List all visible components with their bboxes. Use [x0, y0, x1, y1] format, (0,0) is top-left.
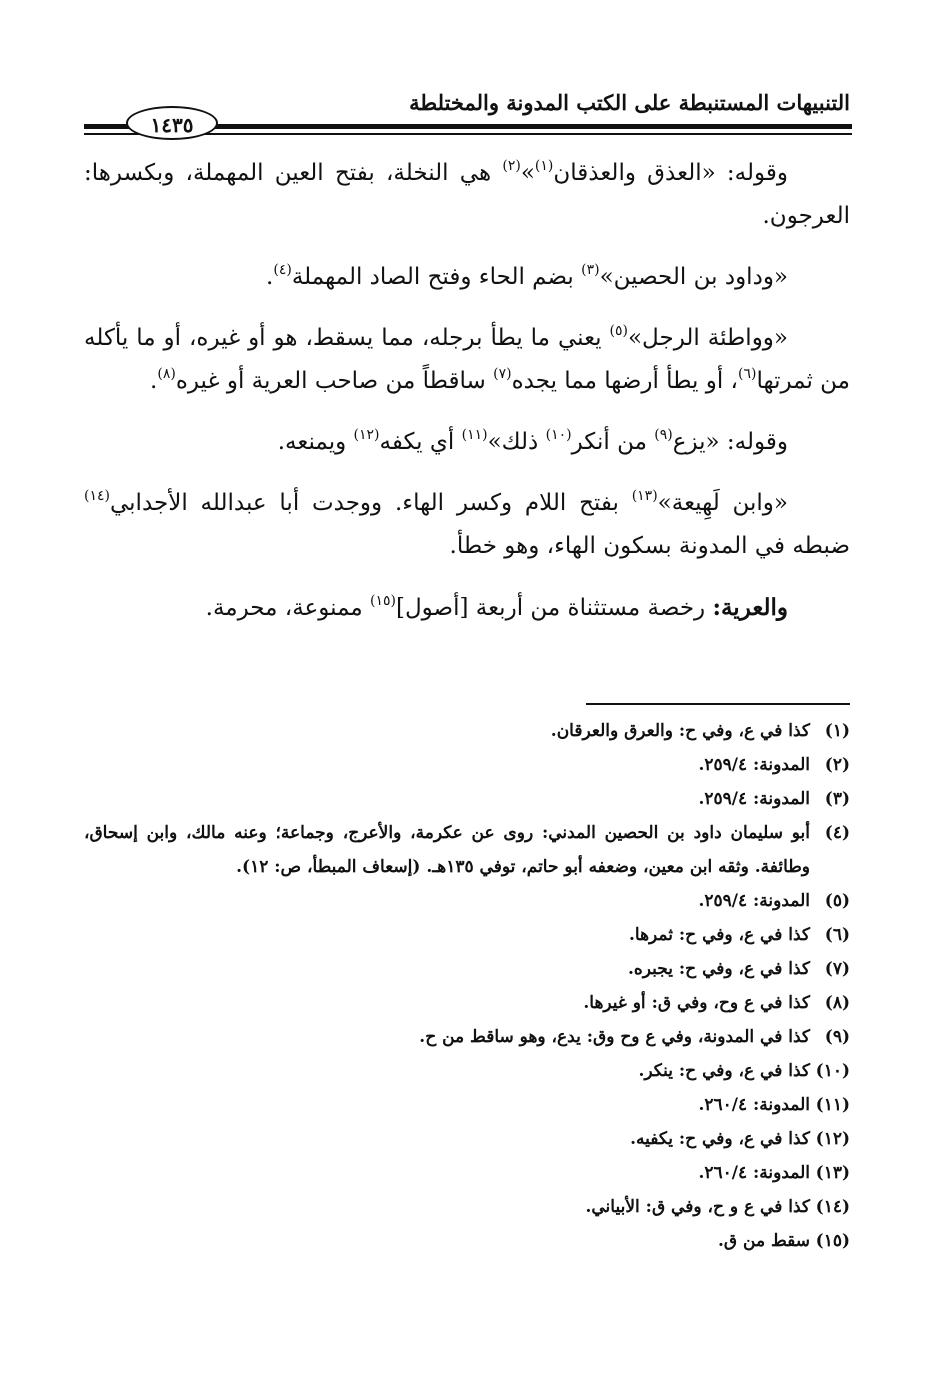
footnote-marker: (٦)	[737, 366, 757, 382]
text-segment: «وواطئة الرجل»	[627, 325, 788, 351]
footnote-number: (١١)	[815, 1095, 850, 1115]
footnote-marker: (٧)	[493, 366, 512, 382]
footnote-number: (٩)	[824, 1027, 850, 1047]
footnote-marker: (٩)	[654, 427, 673, 443]
text-segment: ضبطه في المدونة بسكون الهاء، وهو خطأ.	[449, 533, 850, 559]
page-header	[84, 84, 852, 140]
paragraph	[84, 152, 850, 238]
footnote-item	[84, 986, 850, 1020]
footnote-number: (٤)	[824, 823, 850, 843]
footnote-marker: (٥)	[609, 323, 628, 339]
page-number: ١٤٣٥	[126, 106, 218, 140]
footnote-text: المدونة: ٢٥٩/٤.	[698, 755, 810, 775]
footnote-number: (١٥)	[815, 1231, 850, 1251]
footnote-separator	[586, 703, 850, 705]
footnote-marker: (١٢)	[353, 427, 380, 443]
text-segment: .	[150, 368, 158, 394]
text-segment: يعني ما يطأ برجله، مما يسقط، هو أو غيره، أو ما يأكله من ثمرتها	[84, 325, 850, 394]
footnote-item	[84, 1190, 850, 1224]
footnote-item	[84, 1122, 850, 1156]
footnote-text: كذا في المدونة، وفي ع وح وق: يدع، وهو ساقط من ح.	[419, 1027, 810, 1047]
text-segment: .	[266, 264, 274, 290]
footnote-number: (٦)	[824, 925, 850, 945]
text-segment: «وابن لَهِيعة»	[657, 490, 788, 516]
footnote-number: (٢)	[824, 755, 850, 775]
footnote-number: (٨)	[824, 993, 850, 1013]
footnote-number: (٥)	[824, 891, 850, 911]
footnote-marker: (١٤)	[84, 488, 110, 504]
footnote-text: المدونة: ٢٦٠/٤.	[698, 1095, 810, 1115]
footnote-number: (١٢)	[815, 1129, 850, 1149]
footnote-text: أبو سليمان داود بن الحصين المدني: روى عن عكرمة، والأعرج، وجماعة؛ وعنه مالك، وابن إسحاق، وطائفة. وثقه ابن معين، وضعفه أبو حاتم، توفي ١٣٥هـ. (إسعاف المبطأ، ص: ١٢).	[84, 823, 810, 877]
paragraph	[84, 482, 850, 568]
footnote-text: المدونة: ٢٦٠/٤.	[698, 1163, 810, 1183]
text-segment: ذلك»	[487, 429, 546, 455]
footnote-item	[84, 918, 850, 952]
footnote-item	[84, 1224, 850, 1258]
footnote-item	[84, 1088, 850, 1122]
text-segment: رخصة مستثناة من أربعة [أصول]	[395, 595, 713, 621]
footnote-text: كذا في ع، وفي ح: ثمرها.	[628, 925, 810, 945]
paragraph	[84, 317, 850, 403]
paragraph	[84, 586, 850, 630]
footnote-marker: (٨)	[157, 366, 176, 382]
text-segment: أي يكفه	[379, 429, 462, 455]
footnote-item	[84, 816, 850, 884]
footnote-text: كذا في ع، وفي ح: ينكر.	[638, 1061, 810, 1081]
text-segment: وقوله: «يزع	[672, 429, 788, 455]
footnote-text: سقط من ق.	[718, 1231, 810, 1251]
text-segment: من أنكر	[571, 429, 655, 455]
footnote-item	[84, 782, 850, 816]
paragraph	[84, 256, 850, 299]
footnote-number: (١٣)	[815, 1163, 850, 1183]
footnote-item	[84, 1156, 850, 1190]
footnote-marker: (١٥)	[370, 593, 396, 609]
footnote-marker: (١١)	[461, 427, 488, 443]
footnote-text: كذا في ع وح، وفي ق: أو غيرها.	[583, 993, 810, 1013]
footnote-text: كذا في ع، وفي ح: يجبره.	[627, 959, 810, 979]
footnote-marker: (١٣)	[631, 488, 658, 504]
footnote-marker: (٢)	[502, 158, 521, 174]
text-segment: ، أو يطأ أرضها مما يجده	[511, 368, 738, 394]
main-text	[84, 152, 850, 648]
footnote-marker: (١)	[534, 158, 554, 174]
text-segment: ساقطاً من صاحب العرية أو غيره	[175, 368, 494, 394]
footnote-item	[84, 714, 850, 748]
paragraph	[84, 421, 850, 464]
footnote-number: (٧)	[824, 959, 850, 979]
footnote-marker: (١٠)	[545, 427, 572, 443]
footnote-number: (٣)	[824, 789, 850, 809]
footnote-item	[84, 1020, 850, 1054]
footnote-item	[84, 884, 850, 918]
footnote-number: (١)	[824, 721, 850, 741]
footnote-text: كذا في ع، وفي ح: يكفيه.	[630, 1129, 810, 1149]
text-segment: ويمنعه.	[277, 429, 354, 455]
footnotes	[84, 714, 850, 1258]
bold-term: والعرية:	[712, 594, 788, 621]
running-title: التنبيهات المستنبطة على الكتب المدونة والمختلطة	[409, 90, 850, 115]
text-segment: «وداود بن الحصين»	[599, 264, 788, 290]
footnote-text: المدونة: ٢٥٩/٤.	[698, 789, 810, 809]
footnote-text: كذا في ع، وفي ح: والعرق والعرقان.	[550, 721, 810, 741]
text-segment: بفتح اللام وكسر الهاء. ووجدت أبا عبدالله الأجدابي	[109, 490, 632, 516]
footnote-number: (١٠)	[815, 1061, 850, 1081]
footnote-text: المدونة: ٢٥٩/٤.	[698, 891, 810, 911]
footnote-marker: (٣)	[581, 262, 600, 278]
footnote-item	[84, 748, 850, 782]
text-segment: ممنوعة، محرمة.	[205, 595, 370, 621]
text-segment: وقوله: «العذق والعذقان	[553, 160, 788, 186]
footnote-item	[84, 952, 850, 986]
text-segment: »	[520, 160, 535, 186]
footnote-text: كذا في ع و ح، وفي ق: الأبياني.	[585, 1197, 810, 1217]
footnote-item	[84, 1054, 850, 1088]
footnote-marker: (٤)	[273, 262, 292, 278]
text-segment: هي النخلة، بفتح العين المهملة، وبكسرها: العرجون.	[84, 160, 850, 229]
text-segment: بضم الحاء وفتح الصاد المهملة	[291, 264, 582, 290]
footnote-number: (١٤)	[815, 1197, 850, 1217]
